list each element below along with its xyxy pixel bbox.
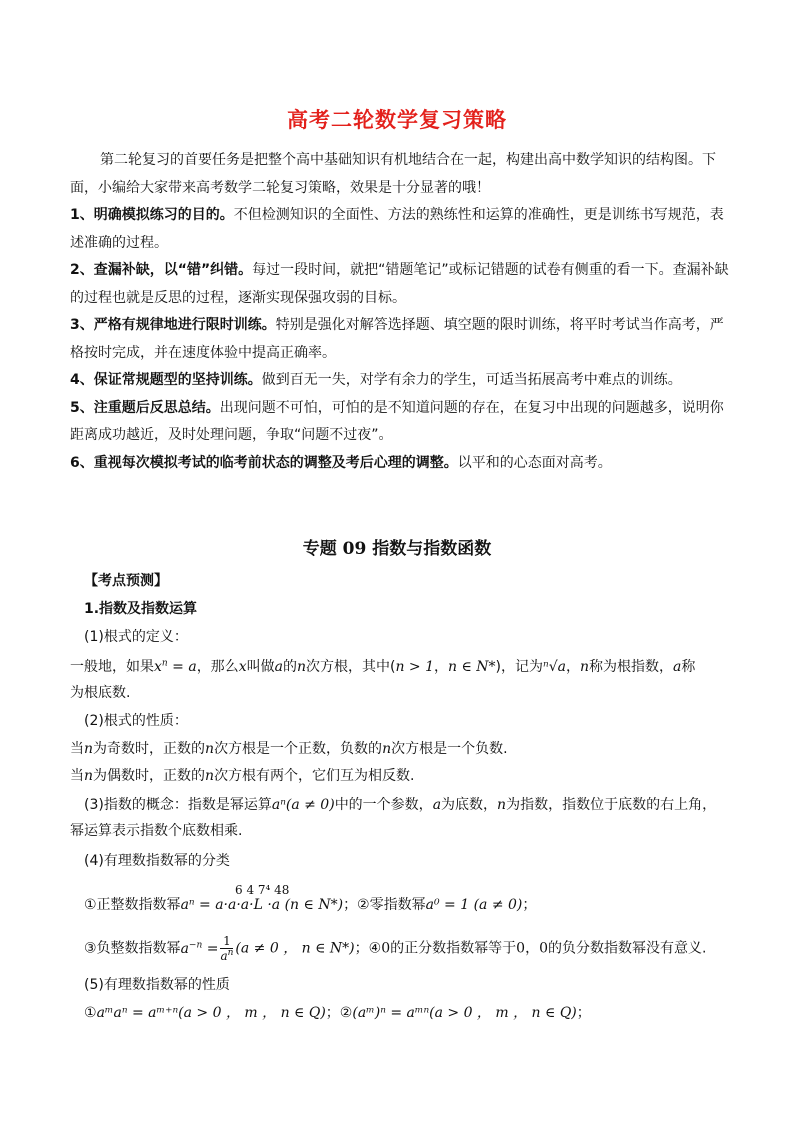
intro-section bbox=[70, 147, 730, 477]
subsection-rational-props: (5)有理数指数幂的性质 bbox=[84, 977, 230, 993]
negative-integer-power-line: ③负整数指数幂$a^{-n}$ = $\frac{1}{a^n}$ (a ≠ 0 ， n ∈ N*)；④0的正分数指数幂等于0，0的负分数指数幂没有意义. bbox=[84, 934, 707, 963]
strategy-item-2: 2、查漏补缺，以“错”纠错。每过一段时间，就把“错题笔记”或标记错题的试卷有侧重的看一下。查漏补缺的过程也就是反思的过程，逐渐实现保强攻弱的目标。 bbox=[70, 262, 729, 306]
positive-integer-power-line: ①正整数指数幂aⁿ = a·a·a·L ·a (n ∈ N*)；②零指数幂a⁰ = 1 (a ≠ 0)； bbox=[84, 897, 537, 913]
page-title: 高考二轮数学复习策略 bbox=[287, 108, 507, 132]
odd-root-line: 当n为奇数时，正数的n次方根是一个正数，负数的n次方根是一个负数. bbox=[70, 741, 508, 757]
strategy-item-1: 1、明确模拟练习的目的。不但检测知识的全面性、方法的熟练性和运算的准确性，更是训练书写规范，表述准确的过程。 bbox=[70, 207, 724, 251]
strategy-item-4: 4、保证常规题型的坚持训练。做到百无一失，对学有余力的学生，可适当拓展高考中难点的训练。 bbox=[70, 372, 682, 388]
subsection-root-def: (1)根式的定义： bbox=[84, 629, 188, 645]
section-heading-1: 1.指数及指数运算 bbox=[84, 601, 198, 617]
exponent-concept-line: (3)指数的概念：指数是幂运算aⁿ(a ≠ 0)中的一个参数，a为底数，n为指数，指数位于底数的右上角， bbox=[84, 797, 717, 813]
rational-power-properties-line: ①aᵐaⁿ = aᵐ⁺ⁿ(a > 0 ， m ， n ∈ Q)；②(aᵐ)ⁿ = aᵐⁿ(a > 0 ， m ， n ∈ Q)； bbox=[84, 1005, 591, 1021]
even-root-line: 当n为偶数时，正数的n次方根有两个，它们互为相反数. bbox=[70, 768, 415, 784]
topic-title: 专题 09 指数与指数函数 bbox=[302, 539, 492, 559]
root-definition-line-2: 为根底数. bbox=[70, 685, 131, 701]
root-definition-line: 一般地，如果$x^n = a$，那么x叫做a的n次方根，其中(n > 1，n ∈ N*)，记为ⁿ√a，n称为根指数，a称 bbox=[70, 658, 696, 675]
strategy-item-3: 3、严格有规律地进行限时训练。特别是强化对解答选择题、填空题的限时训练，将平时考试当作高考，严格按时完成，并在速度体验中提高正确率。 bbox=[70, 317, 724, 361]
overbrace-annotation: 6 4 7⁴ 48 bbox=[235, 883, 290, 897]
subsection-rational-classes: (4)有理数指数幂的分类 bbox=[84, 853, 230, 869]
forecast-heading: 【考点预测】 bbox=[84, 573, 168, 589]
strategy-item-5: 5、注重题后反思总结。出现问题不可怕，可怕的是不知道问题的存在，在复习中出现的问题越多，说明你距离成功越近，及时处理问题，争取“问题不过夜”。 bbox=[70, 399, 724, 443]
subsection-root-props: (2)根式的性质： bbox=[84, 713, 188, 729]
fraction: $\frac{1}{a^n}$ bbox=[220, 934, 234, 963]
exponent-concept-line-2: 幂运算表示指数个底数相乘. bbox=[70, 823, 243, 839]
strategy-item-6: 6、重视每次模拟考试的临考前状态的调整及考后心理的调整。以平和的心态面对高考。 bbox=[70, 454, 612, 471]
intro-paragraph: 第二轮复习的首要任务是把整个高中基础知识有机地结合在一起，构建出高中数学知识的结构图。下面，小编给大家带来高考数学二轮复习策略，效果是十分显著的哦！ bbox=[70, 152, 716, 196]
